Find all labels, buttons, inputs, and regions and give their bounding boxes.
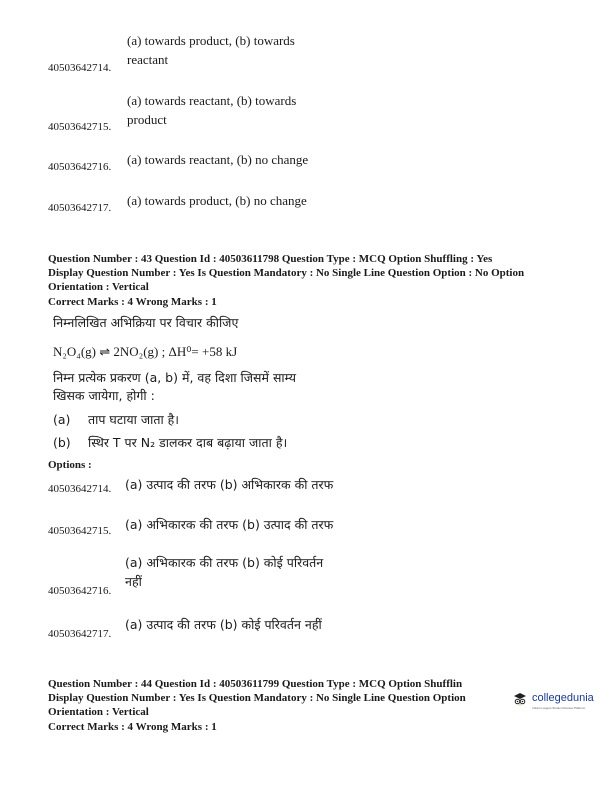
- case-text: ताप घटाया जाता है।: [88, 412, 180, 427]
- question-prompt: खिसक जायेगा, होगी :: [53, 388, 155, 403]
- question-meta-line: Question Number : 43 Question Id : 40503611798 Question Type : MCQ Option Shuffling : Yes: [48, 253, 493, 265]
- question-marks: Correct Marks : 4 Wrong Marks : 1: [48, 721, 217, 733]
- option-text: (a) towards reactant, (b) no change: [127, 152, 309, 167]
- option-text: (a) उत्पाद की तरफ (b) अभिकारक की तरफ: [125, 477, 334, 492]
- question-intro: निम्नलिखित अभिक्रिया पर विचार कीजिए: [53, 315, 239, 330]
- reaction-equation: N₂O₄(g) ⇌ 2NO₂(g) ; ΔH⁰= +58 kJ: [53, 344, 238, 359]
- option-id: 40503642717.: [48, 202, 112, 214]
- option-text: (a) अभिकारक की तरफ (b) कोई परिवर्तन नहीं: [125, 555, 324, 589]
- option-text: (a) towards reactant, (b) towards product: [127, 93, 297, 127]
- option-id: 40503642716.: [48, 161, 112, 173]
- question-meta-line: Display Question Number : Yes Is Question Mandatory : No Single Line Question Option: [48, 692, 466, 704]
- options-label: Options :: [48, 459, 92, 471]
- question-meta-line: Orientation : Vertical: [48, 281, 149, 293]
- option-text: (a) अभिकारक की तरफ (b) उत्पाद की तरफ: [125, 517, 334, 532]
- option-id: 40503642716.: [48, 585, 112, 597]
- option-id: 40503642714.: [48, 62, 112, 74]
- case-label: (a): [53, 412, 71, 427]
- question-marks: Correct Marks : 4 Wrong Marks : 1: [48, 296, 217, 308]
- collegedunia-logo: [512, 690, 612, 716]
- owl-graduate-icon: [512, 692, 528, 708]
- option-text: (a) उत्पाद की तरफ (b) कोई परिवर्तन नहीं: [125, 617, 322, 632]
- option-text: (a) towards product, (b) no change: [127, 193, 307, 208]
- option-id: 40503642715.: [48, 525, 112, 537]
- logo-tagline: India's Largest Student Review Platform: [532, 706, 586, 710]
- case-text: स्थिर T पर N₂ डालकर दाब बढ़ाया जाता है।: [88, 435, 288, 450]
- option-id: 40503642717.: [48, 628, 112, 640]
- option-id: 40503642714.: [48, 483, 112, 495]
- option-id: 40503642715.: [48, 121, 112, 133]
- question-meta-line: Question Number : 44 Question Id : 40503611799 Question Type : MCQ Option Shufflin: [48, 678, 463, 690]
- option-text: (a) towards product, (b) towards reactant: [127, 33, 295, 67]
- logo-wordmark: collegedunia: [532, 692, 594, 704]
- question-prompt: निम्न प्रत्येक प्रकरण (a, b) में, वह दिशा जिसमें साम्य: [53, 370, 296, 385]
- question-meta-line: Orientation : Vertical: [48, 706, 149, 718]
- question-meta-line: Display Question Number : Yes Is Question Mandatory : No Single Line Question Option : No Option: [48, 267, 525, 279]
- case-label: (b): [53, 435, 71, 450]
